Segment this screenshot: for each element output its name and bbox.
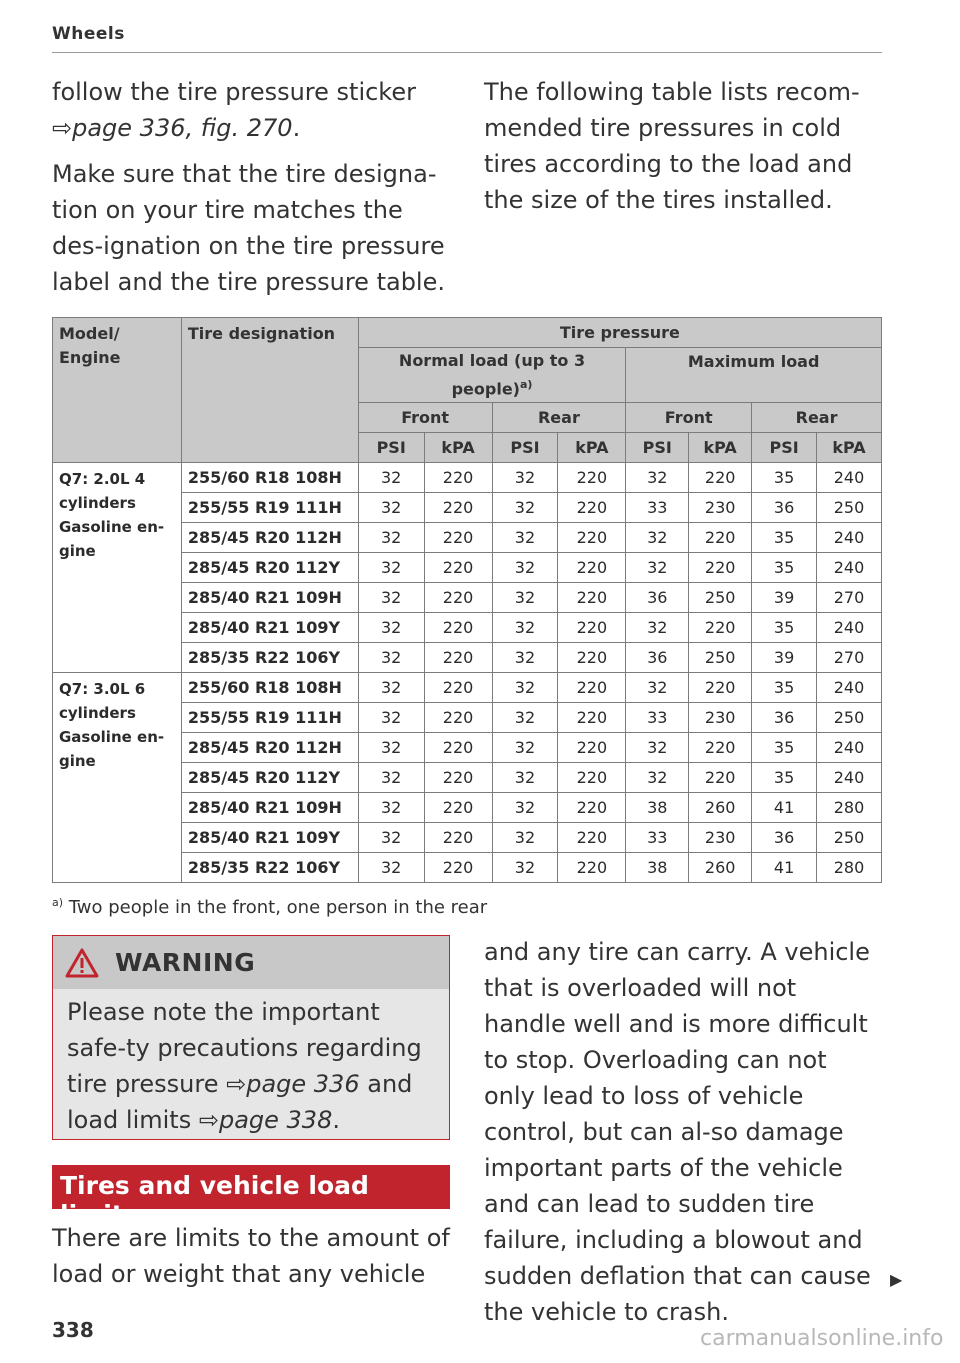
psi-value-cell: 32 <box>626 463 689 493</box>
page-reference-link[interactable]: page 338 <box>218 1106 333 1134</box>
psi-value-cell: 35 <box>752 763 817 793</box>
table-body <box>53 463 882 883</box>
kpa-value-cell: 220 <box>689 733 752 763</box>
kpa-value-cell: 220 <box>689 613 752 643</box>
kpa-value-cell: 220 <box>558 853 626 883</box>
model-engine-cell: Q7: 3.0L 6 cylinders Gasoline en-gine <box>53 673 182 883</box>
kpa-value-cell: 220 <box>558 493 626 523</box>
header-divider <box>52 52 882 53</box>
psi-value-cell: 32 <box>492 763 558 793</box>
kpa-value-cell: 270 <box>817 643 882 673</box>
kpa-value-cell: 230 <box>689 823 752 853</box>
warning-text <box>67 994 442 1138</box>
psi-value-cell: 32 <box>492 493 558 523</box>
psi-value-cell: 32 <box>358 733 424 763</box>
kpa-value-cell: 240 <box>817 523 882 553</box>
kpa-value-cell: 280 <box>817 853 882 883</box>
psi-value-cell: 32 <box>358 643 424 673</box>
kpa-value-cell: 220 <box>424 493 492 523</box>
header-normal-front: Front <box>358 403 492 433</box>
kpa-value-cell: 220 <box>424 763 492 793</box>
page-reference-link[interactable]: page 336 <box>246 1070 360 1098</box>
psi-value-cell: 32 <box>626 553 689 583</box>
kpa-value-cell: 220 <box>689 553 752 583</box>
kpa-value-cell: 250 <box>817 823 882 853</box>
kpa-value-cell: 220 <box>424 733 492 763</box>
psi-value-cell: 39 <box>752 643 817 673</box>
psi-value-cell: 32 <box>358 583 424 613</box>
psi-value-cell: 32 <box>492 553 558 583</box>
warning-text-part: Please note the important safe-ty precautions regarding tire pressure <box>67 998 422 1098</box>
kpa-value-cell: 220 <box>424 583 492 613</box>
kpa-value-cell: 250 <box>817 703 882 733</box>
psi-value-cell: 32 <box>358 673 424 703</box>
warning-text-part: and load limits <box>67 1070 413 1134</box>
warning-title: WARNING <box>115 948 256 977</box>
intro-punctuation: . <box>292 114 301 142</box>
psi-value-cell: 32 <box>492 613 558 643</box>
psi-value-cell: 32 <box>358 553 424 583</box>
watermark: carmanualsonline.info <box>700 1326 944 1351</box>
kpa-value-cell: 220 <box>558 703 626 733</box>
model-engine-cell: Q7: 2.0L 4 cylinders Gasoline en-gine <box>53 463 182 673</box>
psi-value-cell: 32 <box>626 523 689 553</box>
header-max-rear: Rear <box>752 403 882 433</box>
psi-value-cell: 32 <box>626 733 689 763</box>
kpa-value-cell: 240 <box>817 463 882 493</box>
header-psi: PSI <box>358 433 424 463</box>
kpa-value-cell: 220 <box>689 463 752 493</box>
warning-header <box>53 936 449 989</box>
psi-value-cell: 32 <box>492 793 558 823</box>
tire-designation-cell: 285/40 R21 109Y <box>181 823 358 853</box>
header-model-engine: Model/ Engine <box>53 318 182 463</box>
tire-designation-cell: 285/45 R20 112H <box>181 733 358 763</box>
kpa-value-cell: 220 <box>424 853 492 883</box>
kpa-value-cell: 220 <box>558 583 626 613</box>
kpa-value-cell: 220 <box>558 643 626 673</box>
intro-paragraph-1 <box>52 74 452 146</box>
psi-value-cell: 32 <box>626 673 689 703</box>
kpa-value-cell: 220 <box>424 553 492 583</box>
psi-value-cell: 32 <box>358 493 424 523</box>
tire-designation-cell: 285/35 R22 106Y <box>181 853 358 883</box>
psi-value-cell: 36 <box>752 493 817 523</box>
table-row <box>53 463 882 493</box>
kpa-value-cell: 220 <box>558 553 626 583</box>
header-tire-pressure: Tire pressure <box>358 318 881 348</box>
psi-value-cell: 36 <box>626 583 689 613</box>
kpa-value-cell: 230 <box>689 493 752 523</box>
psi-value-cell: 32 <box>492 643 558 673</box>
warning-box <box>52 935 450 1140</box>
header-tire-designation: Tire designation <box>181 318 358 463</box>
kpa-value-cell: 220 <box>424 823 492 853</box>
psi-value-cell: 32 <box>492 823 558 853</box>
psi-value-cell: 32 <box>358 463 424 493</box>
tire-designation-cell: 285/45 R20 112H <box>181 523 358 553</box>
psi-value-cell: 39 <box>752 583 817 613</box>
warning-punctuation: . <box>332 1106 340 1134</box>
kpa-value-cell: 260 <box>689 793 752 823</box>
kpa-value-cell: 220 <box>424 643 492 673</box>
header-maximum-load: Maximum load <box>626 348 882 403</box>
kpa-value-cell: 220 <box>424 793 492 823</box>
psi-value-cell: 35 <box>752 673 817 703</box>
tire-designation-cell: 255/55 R19 111H <box>181 703 358 733</box>
body-text-left: There are limits to the amount of load or weight that any vehicle <box>52 1224 450 1288</box>
footnote-text: Two people in the front, one person in the rear <box>68 897 488 918</box>
kpa-value-cell: 240 <box>817 553 882 583</box>
psi-value-cell: 32 <box>492 733 558 763</box>
psi-value-cell: 32 <box>358 853 424 883</box>
psi-value-cell: 35 <box>752 523 817 553</box>
header-kpa: kPA <box>424 433 492 463</box>
kpa-value-cell: 280 <box>817 793 882 823</box>
kpa-value-cell: 220 <box>558 763 626 793</box>
page-reference-arrow-icon: ⇨ <box>226 1070 247 1098</box>
psi-value-cell: 38 <box>626 793 689 823</box>
psi-value-cell: 33 <box>626 823 689 853</box>
page-number: 338 <box>52 1318 94 1342</box>
kpa-value-cell: 220 <box>558 823 626 853</box>
kpa-value-cell: 220 <box>424 463 492 493</box>
intro-right-column <box>484 74 884 228</box>
next-page-arrow-icon[interactable]: ▶ <box>890 1270 903 1289</box>
kpa-value-cell: 220 <box>558 463 626 493</box>
page-reference-arrow-icon: ⇨ <box>52 114 73 142</box>
psi-value-cell: 32 <box>492 853 558 883</box>
psi-value-cell: 33 <box>626 703 689 733</box>
kpa-value-cell: 270 <box>817 583 882 613</box>
psi-value-cell: 32 <box>358 523 424 553</box>
warning-triangle-icon <box>65 948 99 978</box>
psi-value-cell: 32 <box>492 673 558 703</box>
page-reference-link[interactable]: page 336, fig. 270 <box>72 114 293 142</box>
header-kpa: kPA <box>558 433 626 463</box>
psi-value-cell: 35 <box>752 733 817 763</box>
footnote-mark: a) <box>52 896 64 909</box>
psi-value-cell: 32 <box>358 613 424 643</box>
tire-pressure-table <box>52 317 882 883</box>
header-max-front: Front <box>626 403 752 433</box>
table-row <box>53 673 882 703</box>
psi-value-cell: 35 <box>752 463 817 493</box>
section-header: Wheels <box>52 24 125 44</box>
psi-value-cell: 32 <box>358 823 424 853</box>
psi-value-cell: 32 <box>492 583 558 613</box>
header-normal-rear: Rear <box>492 403 626 433</box>
kpa-value-cell: 220 <box>558 613 626 643</box>
kpa-value-cell: 220 <box>689 523 752 553</box>
psi-value-cell: 35 <box>752 613 817 643</box>
tire-designation-cell: 255/60 R18 108H <box>181 463 358 493</box>
kpa-value-cell: 250 <box>689 583 752 613</box>
header-normal-load <box>358 348 626 403</box>
psi-value-cell: 38 <box>626 853 689 883</box>
tire-designation-cell: 285/40 R21 109Y <box>181 613 358 643</box>
kpa-value-cell: 220 <box>424 673 492 703</box>
kpa-value-cell: 240 <box>817 733 882 763</box>
psi-value-cell: 41 <box>752 853 817 883</box>
normal-load-label: Normal load (up to 3 people) <box>398 350 586 399</box>
psi-value-cell: 32 <box>492 523 558 553</box>
header-psi: PSI <box>626 433 689 463</box>
page-reference-arrow-icon: ⇨ <box>198 1106 219 1134</box>
psi-value-cell: 36 <box>752 823 817 853</box>
tire-designation-cell: 285/40 R21 109H <box>181 793 358 823</box>
kpa-value-cell: 260 <box>689 853 752 883</box>
header-kpa: kPA <box>817 433 882 463</box>
intro-paragraph-2: Make sure that the tire designa-tion on your tire matches the des-ignation on the tire pressure label and the tire pressure table. <box>52 160 445 296</box>
tire-designation-cell: 285/35 R22 106Y <box>181 643 358 673</box>
tire-designation-cell: 285/45 R20 112Y <box>181 763 358 793</box>
header-psi: PSI <box>492 433 558 463</box>
header-psi: PSI <box>752 433 817 463</box>
psi-value-cell: 32 <box>358 703 424 733</box>
psi-value-cell: 35 <box>752 553 817 583</box>
psi-value-cell: 32 <box>492 703 558 733</box>
kpa-value-cell: 220 <box>689 673 752 703</box>
kpa-value-cell: 220 <box>424 613 492 643</box>
kpa-value-cell: 220 <box>558 523 626 553</box>
tire-designation-cell: 255/60 R18 108H <box>181 673 358 703</box>
psi-value-cell: 36 <box>626 643 689 673</box>
footnote-mark: a) <box>519 377 533 391</box>
kpa-value-cell: 240 <box>817 673 882 703</box>
kpa-value-cell: 220 <box>424 523 492 553</box>
table-intro-paragraph: The following table lists recom-mended tire pressures in cold tires according to the load and the size of the tires installed. <box>484 78 860 214</box>
intro-left-column <box>52 74 452 310</box>
tire-designation-cell: 255/55 R19 111H <box>181 493 358 523</box>
kpa-value-cell: 220 <box>689 763 752 793</box>
body-text-right: and any tire can carry. A vehicle that is overloaded will not handle well and is more difficult to stop. Overloading can not only lead to loss of vehicle control, but can al-so damage important parts of the vehicle and can lead to sudden tire failure, including a blowout and sudden deflation that can cause the vehicle to crash. <box>484 938 871 1326</box>
kpa-value-cell: 240 <box>817 613 882 643</box>
header-kpa: kPA <box>689 433 752 463</box>
psi-value-cell: 36 <box>752 703 817 733</box>
kpa-value-cell: 250 <box>689 643 752 673</box>
table-footnote <box>52 896 487 918</box>
tire-designation-cell: 285/40 R21 109H <box>181 583 358 613</box>
psi-value-cell: 32 <box>626 763 689 793</box>
tire-designation-cell: 285/45 R20 112Y <box>181 553 358 583</box>
psi-value-cell: 32 <box>626 613 689 643</box>
section-heading: Tires and vehicle load limits <box>60 1171 369 1229</box>
kpa-value-cell: 220 <box>558 733 626 763</box>
kpa-value-cell: 220 <box>424 703 492 733</box>
kpa-value-cell: 230 <box>689 703 752 733</box>
psi-value-cell: 41 <box>752 793 817 823</box>
kpa-value-cell: 220 <box>558 673 626 703</box>
kpa-value-cell: 220 <box>558 793 626 823</box>
psi-value-cell: 33 <box>626 493 689 523</box>
section-heading-bar <box>52 1165 450 1229</box>
intro-text: follow the tire pressure sticker <box>52 78 416 106</box>
kpa-value-cell: 250 <box>817 493 882 523</box>
psi-value-cell: 32 <box>358 763 424 793</box>
psi-value-cell: 32 <box>492 463 558 493</box>
kpa-value-cell: 240 <box>817 763 882 793</box>
psi-value-cell: 32 <box>358 793 424 823</box>
